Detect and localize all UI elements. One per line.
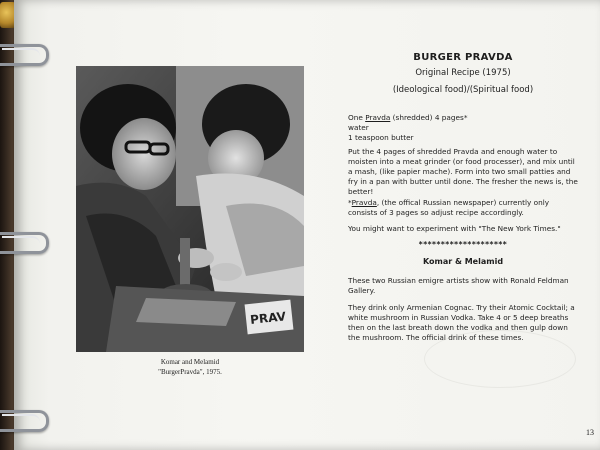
artists-bio: These two Russian emigre artists show with Ronald Feldman Gallery. [348, 276, 569, 295]
recipe-title: BURGER PRAVDA [413, 52, 513, 63]
artist-photo [76, 66, 304, 352]
recipe-instructions: Put the 4 pages of shredded Pravda and enough water to moisten into a meat grinder (or food processer), and mix until a mash, (like papier mache). Form into two small patties and fry in a pan with butter until done. The fresher the news is, the better! [348, 147, 578, 196]
caption-artists: Komar and Melamid [160, 358, 220, 366]
page-number: 13 [586, 428, 594, 437]
recipe-suggestion: You might want to experiment with "The New York Times." [348, 224, 561, 233]
binder-ring-top [0, 44, 49, 66]
ingredient-list [348, 113, 580, 143]
pravda-underlined: Pravda [365, 113, 391, 122]
caption-title: "BurgerPravda", 1975. [158, 368, 222, 376]
pravda-footnote [348, 198, 580, 218]
ingredient-prefix: One [348, 113, 366, 122]
binder-ring-middle [0, 232, 49, 254]
newspaper-sign-text: PRAV [249, 309, 287, 327]
photo-caption [76, 357, 304, 377]
footnote-pravda: Pravda [351, 198, 377, 207]
artists-heading: Komar & Melamid [422, 257, 504, 266]
cookbook-page [14, 0, 600, 450]
footnote-text: , (the offical Russian newspaper) currently only consists of 3 pages so adjust recipe accordingly. [348, 198, 550, 217]
recipe-subtitle: Original Recipe (1975) [415, 68, 511, 78]
artists-drink: They drink only Armenian Cognac. Try their Atomic Cocktail; a white mushroom in Russian Vodka. Take 4 or 5 deep breaths then on the last breath down the vodka and then gulp down the mushroom. The official drink of these times. [348, 303, 575, 342]
ingredient-suffix: (shredded) 4 pages* [390, 113, 468, 122]
ingredient-butter: 1 teaspoon butter [348, 133, 414, 142]
section-divider: ******************** [418, 240, 508, 249]
ingredient-pravda [348, 113, 580, 123]
recipe-tagline: (Ideological food)/(Spiritual food) [392, 85, 534, 95]
footnote-asterisk: * [348, 198, 352, 207]
ingredient-water: water [348, 123, 369, 132]
binder-ring-bottom [0, 410, 49, 432]
